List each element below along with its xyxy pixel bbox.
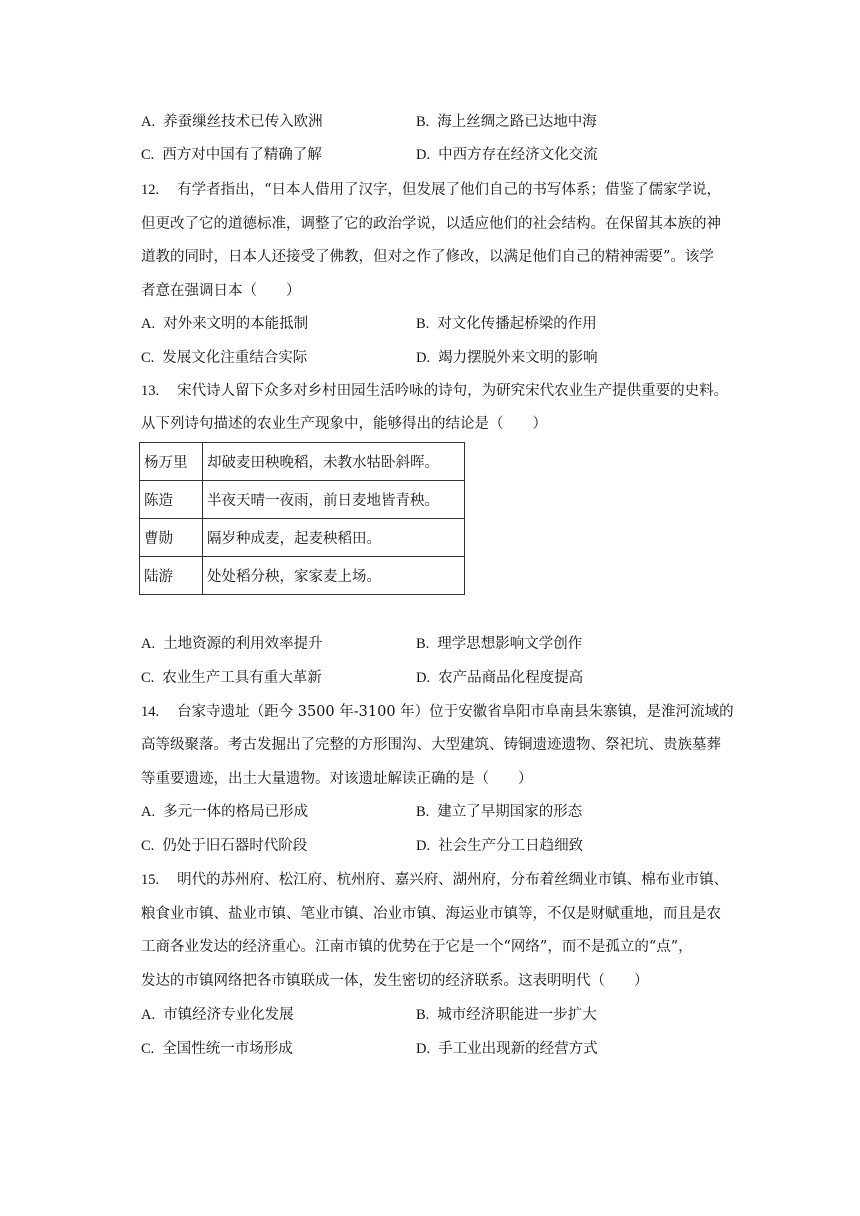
q15-stem-line: 发达的市镇网络把各市镇联成一体，发生密切的经济联系。这表明明代（ ） (141, 973, 649, 989)
q14-stem-line: 高等级聚落。考古发掘出了完整的方形围沟、大型建筑、铸铜遗迹遗物、祭祀坑、贵族墓葬 (141, 737, 721, 753)
table-row (140, 443, 465, 481)
q12-stem-line: 者意在强调日本（ ） (141, 283, 301, 299)
verse-cell: 却破麦田秧晚稻，未教水牯卧斜晖。 (203, 443, 465, 481)
q14-stem-line (141, 702, 734, 722)
option-letter: B. (416, 114, 430, 130)
option-letter: D. (416, 838, 431, 854)
q11-option-c (141, 145, 322, 165)
option-text: 建立了早期国家的形态 (437, 804, 583, 820)
option-text: 仍处于旧石器时代阶段 (162, 838, 308, 854)
option-text: 全国性统一市场形成 (162, 1041, 293, 1057)
option-letter: D. (416, 350, 431, 366)
q15-option-c (141, 1039, 293, 1059)
option-letter: D. (416, 670, 431, 686)
option-letter: A. (141, 636, 156, 652)
option-text: 城市经济职能进一步扩大 (437, 1007, 597, 1023)
option-text: 土地资源的利用效率提升 (163, 636, 323, 652)
q15-option-d (416, 1039, 598, 1059)
option-letter: A. (141, 1007, 156, 1023)
q15-stem-line (141, 870, 728, 890)
poet-cell: 曹勋 (140, 519, 203, 557)
option-letter: C. (141, 1041, 155, 1057)
q13-stem-line (141, 381, 728, 401)
q14-option-c (141, 836, 307, 856)
option-text: 市镇经济专业化发展 (163, 1007, 294, 1023)
option-letter: A. (141, 316, 156, 332)
option-text: 理学思想影响文学创作 (437, 636, 583, 652)
table-row (140, 557, 465, 595)
q12-stem-line: 但更改了它的道德标准，调整了它的政治学说，以适应他们的社会结构。在保留其本族的神 (141, 216, 721, 232)
stem-text: 有学者指出，“日本人借用了汉字，但发展了他们自己的书写体系；借鉴了儒家学说， (177, 182, 722, 198)
question-number: 12. (141, 182, 160, 198)
q14-option-a (141, 802, 308, 822)
option-text: 发展文化注重结合实际 (162, 350, 308, 366)
poet-cell: 陆游 (140, 557, 203, 595)
option-letter: C. (141, 670, 155, 686)
q15-option-a (141, 1005, 294, 1025)
q13-option-a (141, 634, 323, 654)
q12-option-c (141, 348, 307, 368)
option-letter: D. (416, 147, 431, 163)
q13-stem-line: 从下列诗句描述的农业生产现象中，能够得出的结论是（ ） (141, 416, 547, 432)
verse-cell: 半夜天晴一夜雨，前日麦地皆青秧。 (203, 481, 465, 519)
option-letter: B. (416, 636, 430, 652)
option-text: 竭力摆脱外来文明的影响 (438, 350, 598, 366)
verse-cell: 处处稻分秧，家家麦上场。 (203, 557, 465, 595)
q12-option-d (416, 348, 598, 368)
q14-option-d (416, 836, 583, 856)
poem-table (139, 442, 465, 595)
option-letter: C. (141, 838, 155, 854)
stem-text: 台家寺遗址（距今 3500 年-3100 年）位于安徽省阜阳市阜南县朱寨镇，是淮河流域的 (177, 704, 734, 720)
question-number: 15. (141, 872, 160, 888)
q15-stem-line: 工商各业发达的经济重心。江南市镇的优势在于它是一个“网络”，而不是孤立的“点”， (141, 939, 693, 955)
option-text: 手工业出现新的经营方式 (438, 1041, 598, 1057)
option-letter: C. (141, 350, 155, 366)
option-letter: A. (141, 114, 156, 130)
q12-stem-line: 道教的同时，日本人还接受了佛教，但对之作了修改，以满足他们自己的精神需要”。该学 (141, 249, 714, 265)
option-text: 中西方存在经济文化交流 (438, 147, 598, 163)
q12-option-b (416, 314, 597, 334)
q11-option-b (416, 112, 597, 132)
q13-option-d (416, 668, 583, 688)
option-text: 西方对中国有了精确了解 (162, 147, 322, 163)
q15-option-b (416, 1005, 597, 1025)
q14-option-b (416, 802, 582, 822)
option-text: 多元一体的格局已形成 (163, 804, 309, 820)
poet-cell: 杨万里 (140, 443, 203, 481)
option-text: 养蚕缫丝技术已传入欧洲 (163, 114, 323, 130)
option-text: 农业生产工具有重大革新 (162, 670, 322, 686)
option-text: 社会生产分工日趋细致 (438, 838, 584, 854)
table-row (140, 519, 465, 557)
verse-cell: 隔岁种成麦，起麦秧稻田。 (203, 519, 465, 557)
option-text: 农产品商品化程度提高 (438, 670, 584, 686)
option-letter: B. (416, 804, 430, 820)
stem-text: 宋代诗人留下众多对乡村田园生活吟咏的诗句，为研究宋代农业生产提供重要的史料。 (177, 383, 729, 399)
q12-stem-line (141, 180, 721, 200)
q13-option-c (141, 668, 322, 688)
option-letter: A. (141, 804, 156, 820)
question-number: 14. (141, 704, 160, 720)
option-letter: D. (416, 1041, 431, 1057)
option-text: 对外来文明的本能抵制 (163, 316, 309, 332)
poet-cell: 陈造 (140, 481, 203, 519)
table-row (140, 481, 465, 519)
option-letter: B. (416, 1007, 430, 1023)
q13-option-b (416, 634, 582, 654)
option-text: 海上丝绸之路已达地中海 (437, 114, 597, 130)
q11-option-d (416, 145, 598, 165)
option-letter: B. (416, 316, 430, 332)
q12-option-a (141, 314, 308, 334)
option-text: 对文化传播起桥梁的作用 (437, 316, 597, 332)
q11-option-a (141, 112, 323, 132)
stem-text: 明代的苏州府、松江府、杭州府、嘉兴府、湖州府，分布着丝绸业市镇、棉布业市镇、 (177, 872, 729, 888)
q15-stem-line: 粮食业市镇、盐业市镇、笔业市镇、冶业市镇、海运业市镇等，不仅是财赋重地，而且是农 (141, 906, 721, 922)
q14-stem-line: 等重要遗迹，出土大量遗物。对该遗址解读正确的是（ ） (141, 771, 533, 787)
option-letter: C. (141, 147, 155, 163)
question-number: 13. (141, 383, 160, 399)
